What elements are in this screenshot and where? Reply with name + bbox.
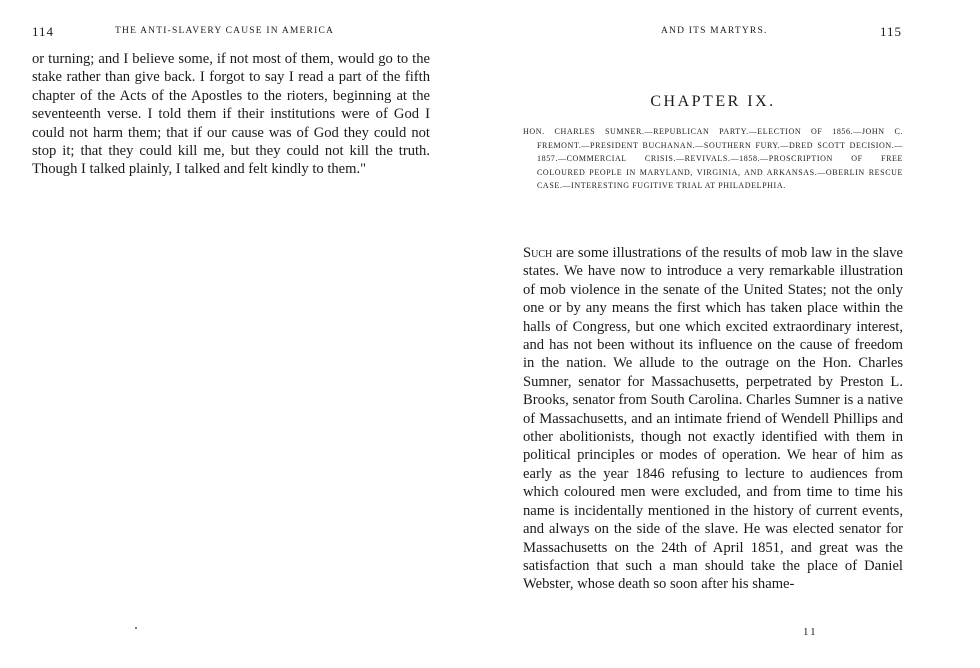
left-running-head: THE ANTI-SLAVERY CAUSE IN AMERICA [115, 26, 335, 36]
left-page-number: 114 [32, 24, 55, 39]
right-running-head: AND ITS MARTYRS. [661, 26, 768, 36]
right-page [490, 0, 980, 668]
left-body-text: or turning; and I believe some, if not most of them, would go to the stake rather than give back. I forgot to say I read a part of the fifth chapter of the Acts of the Apostles to the rioters, beginning at the seventeenth verse. I told them if their institutions were of God I could not harm them; that if our cause was of God they could not stop it; that they could kill me, but they could not kill the truth. Though I talked plainly, I talked and felt kindly to them." [32, 51, 430, 178]
signature-mark: 11 [803, 626, 818, 638]
chapter-summary: HON. CHARLES SUMNER.—REPUBLICAN PARTY.—ELECTION OF 1856.—JOHN C. FREMONT.—PRESIDENT BUCHANAN.—SOUTHERN FURY.—DRED SCOTT DECISION.—1857.—COMMERCIAL CRISIS.—REVIVALS.—1858.—PROSCRIPTION OF FREE COLOURED PEOPLE IN MARYLAND, VIRGINIA, AND ARKANSAS.—OBERLIN RESCUE CASE.—INTERESTING FUGITIVE TRIAL AT PHILADELPHIA. [523, 127, 903, 190]
right-page-number: 115 [880, 24, 903, 39]
right-body-text [523, 244, 903, 594]
body-rest: are some illustrations of the results of mob law in the slave states. We have now to introduce a very remarkable illustration of mob violence in the senate of the United States; not the only one or by any means the first which has taken place within the halls of Congress, but one which excited extraordinary interest, and has not been without its influence on the cause of freedom in the nation. We allude to the outrage on the Hon. Charles Sumner, senator for Massachusetts, perpetrated by Preston L. Brooks, senator from South Carolina. Charles Sumner is a native of Massachusetts, and an intimate friend of Wendell Phillips and other abolitionists, though not exactly identified with them in political principles or modes of operation. We hear of him as early as the year 1846 refusing to lecture to audiences from which coloured men were excluded, and from time to time his name is incidentally mentioned in the history of current events, and always on the side of the slave. He was elected senator for Massachusetts on the 24th of April 1851, and great was the satisfaction that such a man should take the place of Daniel Webster, whose death so soon after his shame- [523, 245, 903, 593]
body-first-word: Such [523, 245, 553, 261]
chapter-title: CHAPTER IX. [650, 93, 776, 110]
print-speck [135, 627, 137, 629]
